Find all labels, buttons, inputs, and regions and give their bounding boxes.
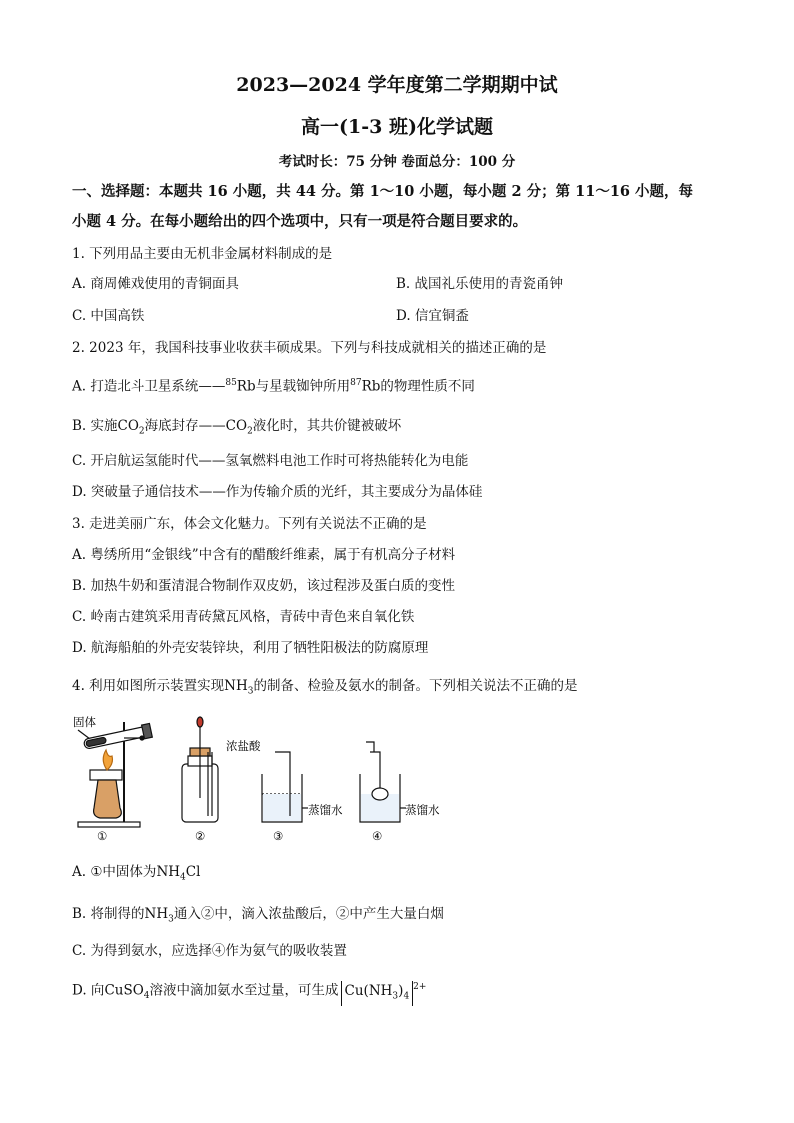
q3-option-d: D. 航海船舶的外壳安装锌块，利用了牺牲阳极法的防腐原理 bbox=[72, 640, 429, 656]
q2-option-c: C. 开启航运氢能时代——氢氧燃料电池工作时可将热能转化为电能 bbox=[72, 453, 469, 469]
q1-stem: 1. 下列用品主要由无机非金属材料制成的是 bbox=[72, 246, 333, 262]
q2-option-d: D. 突破量子通信技术——作为传输介质的光纤，其主要成分为晶体硅 bbox=[72, 484, 483, 500]
exam-subtitle: 高一(1-3 班)化学试题 bbox=[301, 116, 493, 138]
q2-stem: 2. 2023 年，我国科技事业收获丰硕成果。下列与科技成就相关的描述正确的是 bbox=[72, 340, 547, 356]
label-n1: ① bbox=[97, 829, 108, 843]
q4-option-a: A. ①中固体为$NH_4Cl$ bbox=[72, 864, 201, 883]
label-water-4: 蒸馏水 bbox=[405, 803, 440, 817]
q3-option-b: B. 加热牛奶和蛋清混合物制作双皮奶，该过程涉及蛋白质的变性 bbox=[72, 578, 456, 594]
q2-option-a: A. 打造北斗卫星系统——$^{85}$Rb与星载铷钟所用$^{87}$Rb的物理性质不同 bbox=[72, 378, 475, 395]
section-heading-line1: 一、选择题：本题共 16 小题，共 44 分。第 1～10 小题，每小题 2 分；第 11～16 小题，每 bbox=[72, 183, 694, 200]
label-n4: ④ bbox=[372, 829, 383, 843]
q1-option-a: A. 商周傩戏使用的青铜面具 bbox=[72, 276, 239, 292]
q1-option-b: B. 战国礼乐使用的青瓷甬钟 bbox=[396, 276, 564, 292]
exam-info: 考试时长：75 分钟 卷面总分：100 分 bbox=[278, 154, 516, 170]
q4-stem: 4. 利用如图所示装置实现$NH_3$的制备、检验及氨水的制备。下列相关说法不正确的是 bbox=[72, 678, 578, 697]
label-n3: ③ bbox=[273, 829, 284, 843]
apparatus-4 bbox=[360, 742, 406, 822]
label-n2: ② bbox=[195, 829, 206, 843]
q2-option-b: B. 实施$CO_2$海底封存$——CO_2$液化时，其共价键被破坏 bbox=[72, 418, 402, 437]
q3-option-a: A. 粤绣所用“金银线”中含有的醋酸纤维素，属于有机高分子材料 bbox=[72, 547, 456, 563]
label-solid: 固体 bbox=[73, 715, 96, 729]
q1-option-c: C. 中国高铁 bbox=[72, 308, 145, 324]
q4-option-c: C. 为得到氨水，应选择④作为氨气的吸收装置 bbox=[72, 943, 347, 959]
q3-stem: 3. 走进美丽广东，体会文化魅力。下列有关说法不正确的是 bbox=[72, 516, 427, 532]
complex-ion: $Cu(NH_3)_4$ bbox=[341, 981, 414, 1007]
apparatus-3 bbox=[262, 752, 308, 822]
section-heading-line2: 小题 4 分。在每小题给出的四个选项中，只有一项是符合题目要求的。 bbox=[72, 213, 528, 230]
apparatus-2 bbox=[182, 717, 218, 822]
q1-option-d: D. 信宜铜盉 bbox=[396, 308, 469, 324]
q4-option-d: D. 向CuSO$_4$溶液中滴加氨水至过量，可生成 $Cu(NH_3)_4^{2+}$ bbox=[72, 977, 426, 1006]
exam-title: 2023—2024 学年度第二学期期中试 bbox=[236, 74, 558, 96]
apparatus-figure bbox=[70, 712, 460, 847]
label-water-3: 蒸馏水 bbox=[308, 803, 343, 817]
q3-option-c: C. 岭南古建筑采用青砖黛瓦风格，青砖中青色来自氧化铁 bbox=[72, 609, 415, 625]
q4-option-b: B. 将制得的$NH_3$通入②中，滴入浓盐酸后，②中产生大量白烟 bbox=[72, 906, 444, 925]
apparatus-1 bbox=[78, 722, 152, 827]
label-hcl: 浓盐酸 bbox=[226, 739, 261, 753]
